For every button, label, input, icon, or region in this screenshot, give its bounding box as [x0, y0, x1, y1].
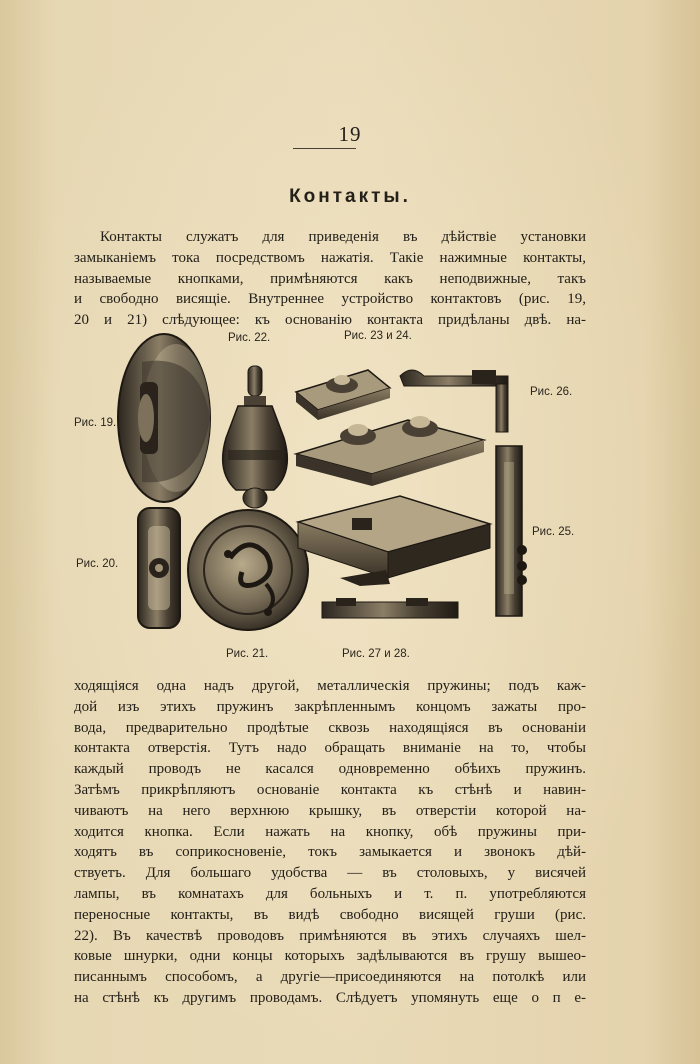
figure-23-engraving	[296, 370, 390, 420]
figure-24-engraving	[296, 416, 484, 486]
page-number: 19	[338, 122, 362, 146]
text-line: Затѣмъ прикрѣпляютъ основаніе контакта къ стѣнѣ и навин-	[74, 781, 586, 798]
caption-fig-25: Рис. 25.	[532, 526, 575, 538]
caption-fig-26: Рис. 26.	[530, 386, 573, 398]
figure-28-engraving	[322, 598, 458, 618]
text-line: Контакты служатъ для приведенія въ дѣйствіе установки	[100, 229, 586, 245]
text-line: ковые шнурки, одни концы которыхъ задѣлываются въ грушу вышео-	[74, 948, 586, 965]
caption-fig-22: Рис. 22.	[228, 332, 271, 344]
page-number-rule	[293, 148, 356, 149]
caption-fig-21: Рис. 21.	[226, 648, 269, 660]
text-line: вода, предварительно продѣтые сквозь находящіяся въ основаніи	[74, 719, 586, 736]
text-line: ходится кнопка. Если нажать на кнопку, обѣ пружины при-	[74, 823, 586, 840]
text-line: каждый проводъ не касался одновременно обѣихъ пружинъ.	[74, 761, 586, 778]
text-line: и свободно висящіе. Внутреннее устройство контактовъ (рис. 19,	[74, 291, 586, 308]
caption-fig-23-24: Рис. 23 и 24.	[344, 330, 412, 342]
text-line: 22). Въ качествѣ проводовъ примѣняются въ этихъ случаяхъ шел-	[74, 927, 586, 944]
text-line: называемые кнопками, примѣняются какъ неподвижные, такъ	[74, 270, 586, 287]
text-line: ходятъ въ соприкосновеніе, токъ замыкается и звонокъ дѣй-	[74, 844, 586, 861]
text-line: ствуетъ. Для большаго удобства — въ столовыхъ, у висячей	[74, 865, 586, 882]
text-line: контакта отверстія. Тутъ надо обращать вниманіе на то, чтобы	[74, 740, 586, 757]
text-line: замыканіемъ тока посредствомъ нажатія. Такіе нажимные контакты,	[74, 249, 586, 266]
paragraph-description	[74, 676, 586, 1009]
section-heading: Контакты.	[289, 186, 411, 207]
text-line: ходящіяся одна надъ другой, металлическія пружины; подъ каж-	[74, 678, 586, 694]
figure-27-engraving	[298, 496, 490, 586]
text-line: чиваютъ на него верхнюю крышку, въ отверстіи которой на-	[74, 802, 586, 819]
figure-22-engraving	[223, 366, 288, 508]
caption-fig-20: Рис. 20.	[76, 558, 119, 570]
figure-25-engraving	[496, 446, 527, 616]
caption-fig-27-28: Рис. 27 и 28.	[342, 648, 410, 660]
paragraph-intro	[74, 227, 586, 331]
text-line: дой изъ этихъ пружинъ закрѣпленнымъ концомъ зажаты про-	[74, 698, 586, 715]
text-line: 20 и 21) слѣдующее: къ основанію контакта придѣланы двѣ. на-	[74, 312, 586, 329]
caption-fig-19: Рис. 19.	[74, 417, 117, 429]
text-line: писаннымъ способомъ, а другіе—присоединяются на потолкѣ или	[74, 969, 586, 986]
text-line: лампы, въ комнатахъ для больныхъ и т. п. употребляются	[74, 885, 586, 902]
illustration-engravings	[60, 322, 600, 667]
contacts-illustration	[60, 322, 600, 667]
figure-21-engraving	[188, 510, 308, 630]
figure-20-engraving	[138, 508, 180, 628]
text-line: переносные контакты, въ видѣ свободно висящей груши (рис.	[74, 906, 586, 923]
text-line: на стѣнѣ къ другимъ проводамъ. Слѣдуетъ упомянуть еще о п е-	[74, 989, 586, 1006]
figure-19-engraving	[118, 334, 210, 502]
